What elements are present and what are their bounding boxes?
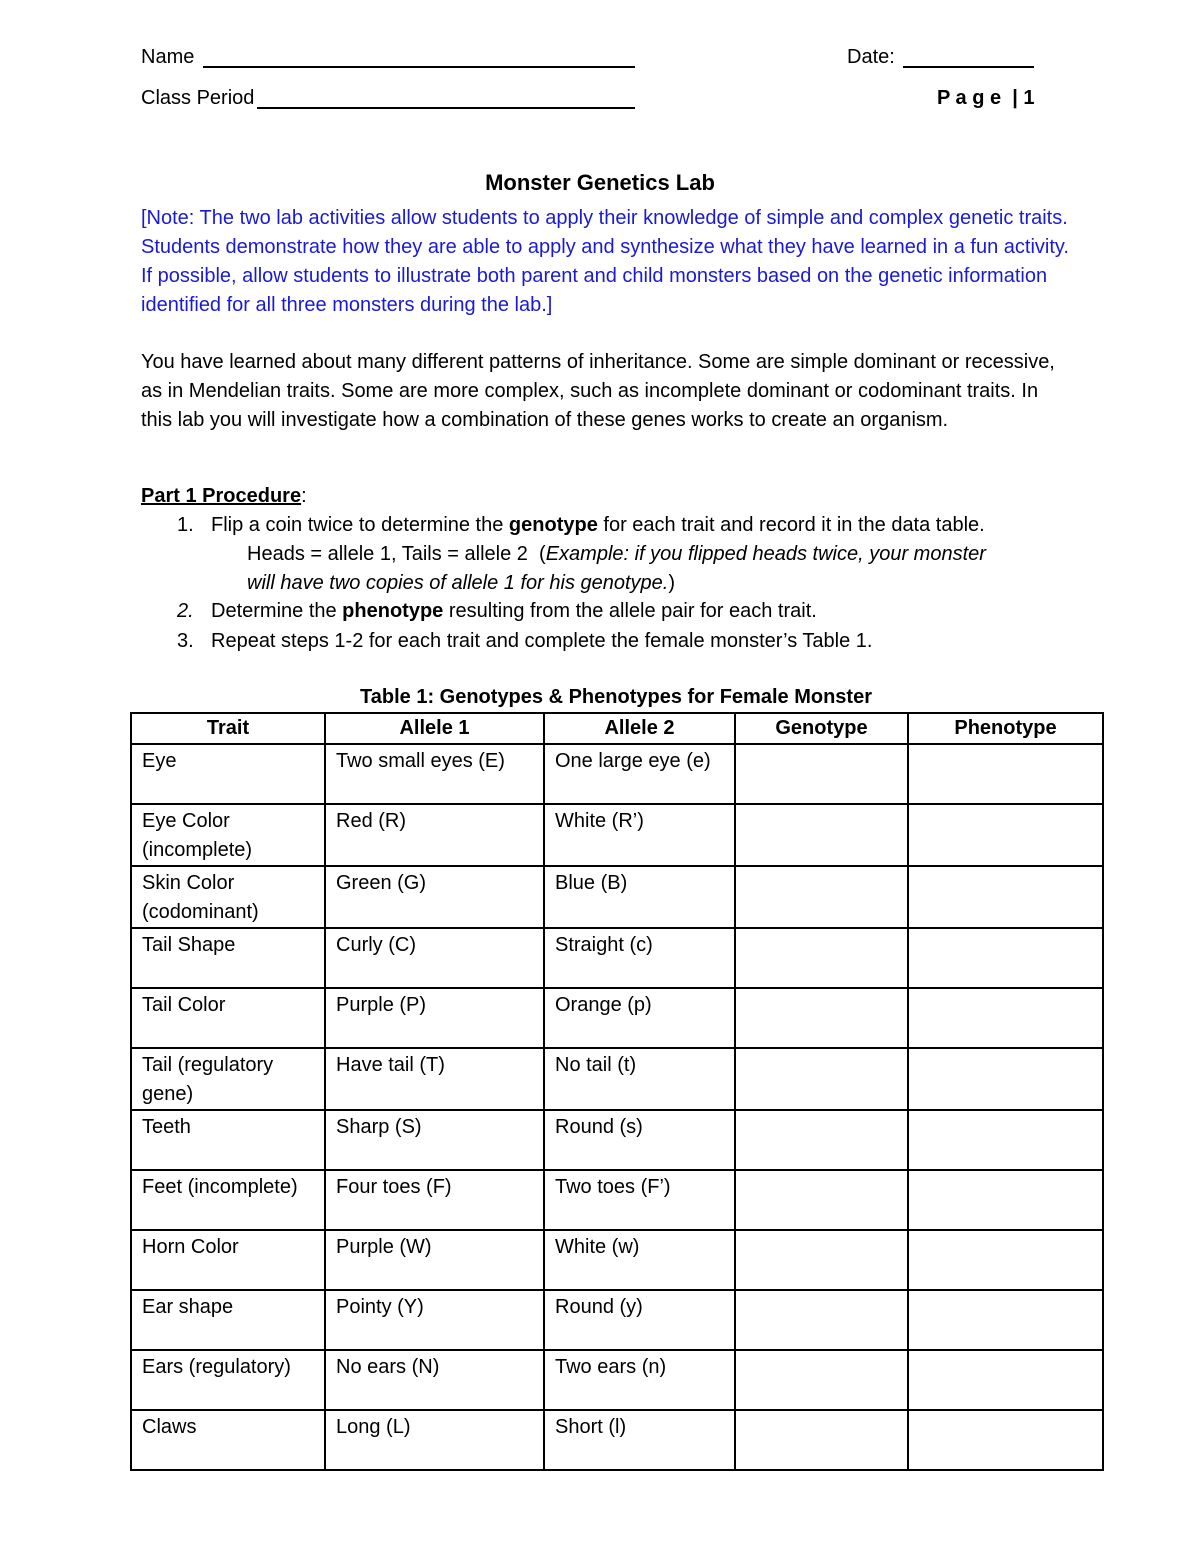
table-row xyxy=(131,928,1103,988)
table-row xyxy=(131,744,1103,804)
allele-1-cell: No ears (N) xyxy=(325,1350,544,1410)
phenotype-cell[interactable] xyxy=(908,1170,1103,1230)
procedure-heading xyxy=(141,482,307,511)
phenotype-cell[interactable] xyxy=(908,1110,1103,1170)
allele-1-cell: Long (L) xyxy=(325,1410,544,1470)
trait-cell: Ears (regulatory) xyxy=(131,1350,325,1410)
allele-2-cell: Round (y) xyxy=(544,1290,735,1350)
table-row xyxy=(131,1290,1103,1350)
genotype-cell[interactable] xyxy=(735,1170,908,1230)
genotype-cell[interactable] xyxy=(735,1230,908,1290)
procedure-heading-colon: : xyxy=(301,485,307,507)
table-row xyxy=(131,1110,1103,1170)
header-trait: Trait xyxy=(131,713,325,744)
allele-1-cell: Two small eyes (E) xyxy=(325,744,544,804)
table-caption: Table 1: Genotypes & Phenotypes for Female Monster xyxy=(360,686,872,708)
allele-1-cell: Purple (P) xyxy=(325,988,544,1048)
genotype-cell[interactable] xyxy=(735,804,908,866)
detail-example: Example: if you flipped heads twice, your monster xyxy=(545,543,986,565)
trait-cell: Ear shape xyxy=(131,1290,325,1350)
name-label: Name xyxy=(141,46,195,68)
allele-2-cell: Straight (c) xyxy=(544,928,735,988)
genotype-cell[interactable] xyxy=(735,988,908,1048)
procedure-step-1-detail-2 xyxy=(247,569,675,598)
phenotype-cell[interactable] xyxy=(908,928,1103,988)
step-keyword: phenotype xyxy=(342,600,444,622)
allele-1-cell: Green (G) xyxy=(325,866,544,928)
step-number: 2. xyxy=(177,600,194,622)
phenotype-cell[interactable] xyxy=(908,1290,1103,1350)
allele-2-cell: White (R’) xyxy=(544,804,735,866)
allele-2-cell: White (w) xyxy=(544,1230,735,1290)
allele-2-cell: No tail (t) xyxy=(544,1048,735,1110)
intro-paragraph: You have learned about many different patterns of inheritance. Some are simple dominant or recessive, as in Mendelian traits. Some are more complex, such as incomplete dominant or codominant traits. In this lab you will investigate how a combination of these genes works to create an organism. xyxy=(141,351,1055,431)
trait-cell: Claws xyxy=(131,1410,325,1470)
genotype-cell[interactable] xyxy=(735,1350,908,1410)
trait-cell: Eye xyxy=(131,744,325,804)
phenotype-cell[interactable] xyxy=(908,866,1103,928)
step-number: 1. xyxy=(177,514,194,536)
page-title: Monster Genetics Lab xyxy=(485,170,715,195)
detail-example: will have two copies of allele 1 for his genotype. xyxy=(247,572,669,594)
allele-1-cell: Sharp (S) xyxy=(325,1110,544,1170)
step-number: 3. xyxy=(177,630,194,652)
trait-cell: Eye Color (incomplete) xyxy=(131,804,325,866)
trait-cell: Skin Color (codominant) xyxy=(131,866,325,928)
step-text: Flip a coin twice to determine the xyxy=(211,514,509,536)
allele-1-cell: Four toes (F) xyxy=(325,1170,544,1230)
phenotype-cell[interactable] xyxy=(908,1048,1103,1110)
detail-text: ) xyxy=(668,572,676,594)
step-text: Determine the xyxy=(211,600,343,622)
header-phenotype: Phenotype xyxy=(908,713,1103,744)
class-period-label: Class Period xyxy=(141,87,255,109)
allele-2-cell: Orange (p) xyxy=(544,988,735,1048)
phenotype-cell[interactable] xyxy=(908,988,1103,1048)
table-row xyxy=(131,1048,1103,1110)
date-field[interactable] xyxy=(903,66,1034,68)
allele-2-cell: One large eye (e) xyxy=(544,744,735,804)
phenotype-cell[interactable] xyxy=(908,804,1103,866)
procedure-step-1-detail-1 xyxy=(247,540,986,569)
step-text: Repeat steps 1-2 for each trait and complete the female monster’s Table 1. xyxy=(211,630,873,652)
genotype-cell[interactable] xyxy=(735,928,908,988)
table-row xyxy=(131,988,1103,1048)
allele-2-cell: Round (s) xyxy=(544,1110,735,1170)
header-allele-1: Allele 1 xyxy=(325,713,544,744)
table-header-row xyxy=(131,713,1103,744)
teacher-note: [Note: The two lab activities allow students to apply their knowledge of simple and complex genetic traits. Students demonstrate how they are able to apply and synthesize what they have learned in a fun activity. If possible, allow students to illustrate both parent and child monsters based on the genetic information identified for all three monsters during the lab.] xyxy=(141,207,1069,316)
table-row xyxy=(131,1230,1103,1290)
allele-2-cell: Two ears (n) xyxy=(544,1350,735,1410)
genotype-cell[interactable] xyxy=(735,744,908,804)
phenotype-cell[interactable] xyxy=(908,1350,1103,1410)
header-genotype: Genotype xyxy=(735,713,908,744)
phenotype-cell[interactable] xyxy=(908,744,1103,804)
genotype-cell[interactable] xyxy=(735,866,908,928)
table-row xyxy=(131,804,1103,866)
name-field[interactable] xyxy=(203,66,635,68)
page-number: P a g e | 1 xyxy=(937,87,1035,109)
header-allele-2: Allele 2 xyxy=(544,713,735,744)
table-row xyxy=(131,866,1103,928)
trait-cell: Feet (incomplete) xyxy=(131,1170,325,1230)
trait-cell: Tail (regulatory gene) xyxy=(131,1048,325,1110)
genotype-cell[interactable] xyxy=(735,1048,908,1110)
allele-2-cell: Short (l) xyxy=(544,1410,735,1470)
genotype-cell[interactable] xyxy=(735,1290,908,1350)
allele-1-cell: Purple (W) xyxy=(325,1230,544,1290)
allele-1-cell: Have tail (T) xyxy=(325,1048,544,1110)
trait-cell: Horn Color xyxy=(131,1230,325,1290)
step-keyword: genotype xyxy=(508,514,598,536)
detail-text: Heads = allele 1, Tails = allele 2 ( xyxy=(247,543,546,565)
table-row xyxy=(131,1170,1103,1230)
allele-1-cell: Curly (C) xyxy=(325,928,544,988)
trait-cell: Tail Shape xyxy=(131,928,325,988)
date-label: Date: xyxy=(847,46,895,68)
trait-cell: Teeth xyxy=(131,1110,325,1170)
genotype-phenotype-table xyxy=(130,712,1104,1471)
phenotype-cell[interactable] xyxy=(908,1230,1103,1290)
allele-1-cell: Pointy (Y) xyxy=(325,1290,544,1350)
class-period-field[interactable] xyxy=(257,107,635,109)
step-text: resulting from the allele pair for each trait. xyxy=(443,600,817,622)
allele-2-cell: Two toes (F’) xyxy=(544,1170,735,1230)
table-row xyxy=(131,1410,1103,1470)
genotype-cell[interactable] xyxy=(735,1410,908,1470)
genotype-cell[interactable] xyxy=(735,1110,908,1170)
phenotype-cell[interactable] xyxy=(908,1410,1103,1470)
allele-2-cell: Blue (B) xyxy=(544,866,735,928)
allele-1-cell: Red (R) xyxy=(325,804,544,866)
table-row xyxy=(131,1350,1103,1410)
step-text: for each trait and record it in the data table. xyxy=(597,514,985,536)
procedure-heading-text: Part 1 Procedure xyxy=(141,485,302,507)
trait-cell: Tail Color xyxy=(131,988,325,1048)
